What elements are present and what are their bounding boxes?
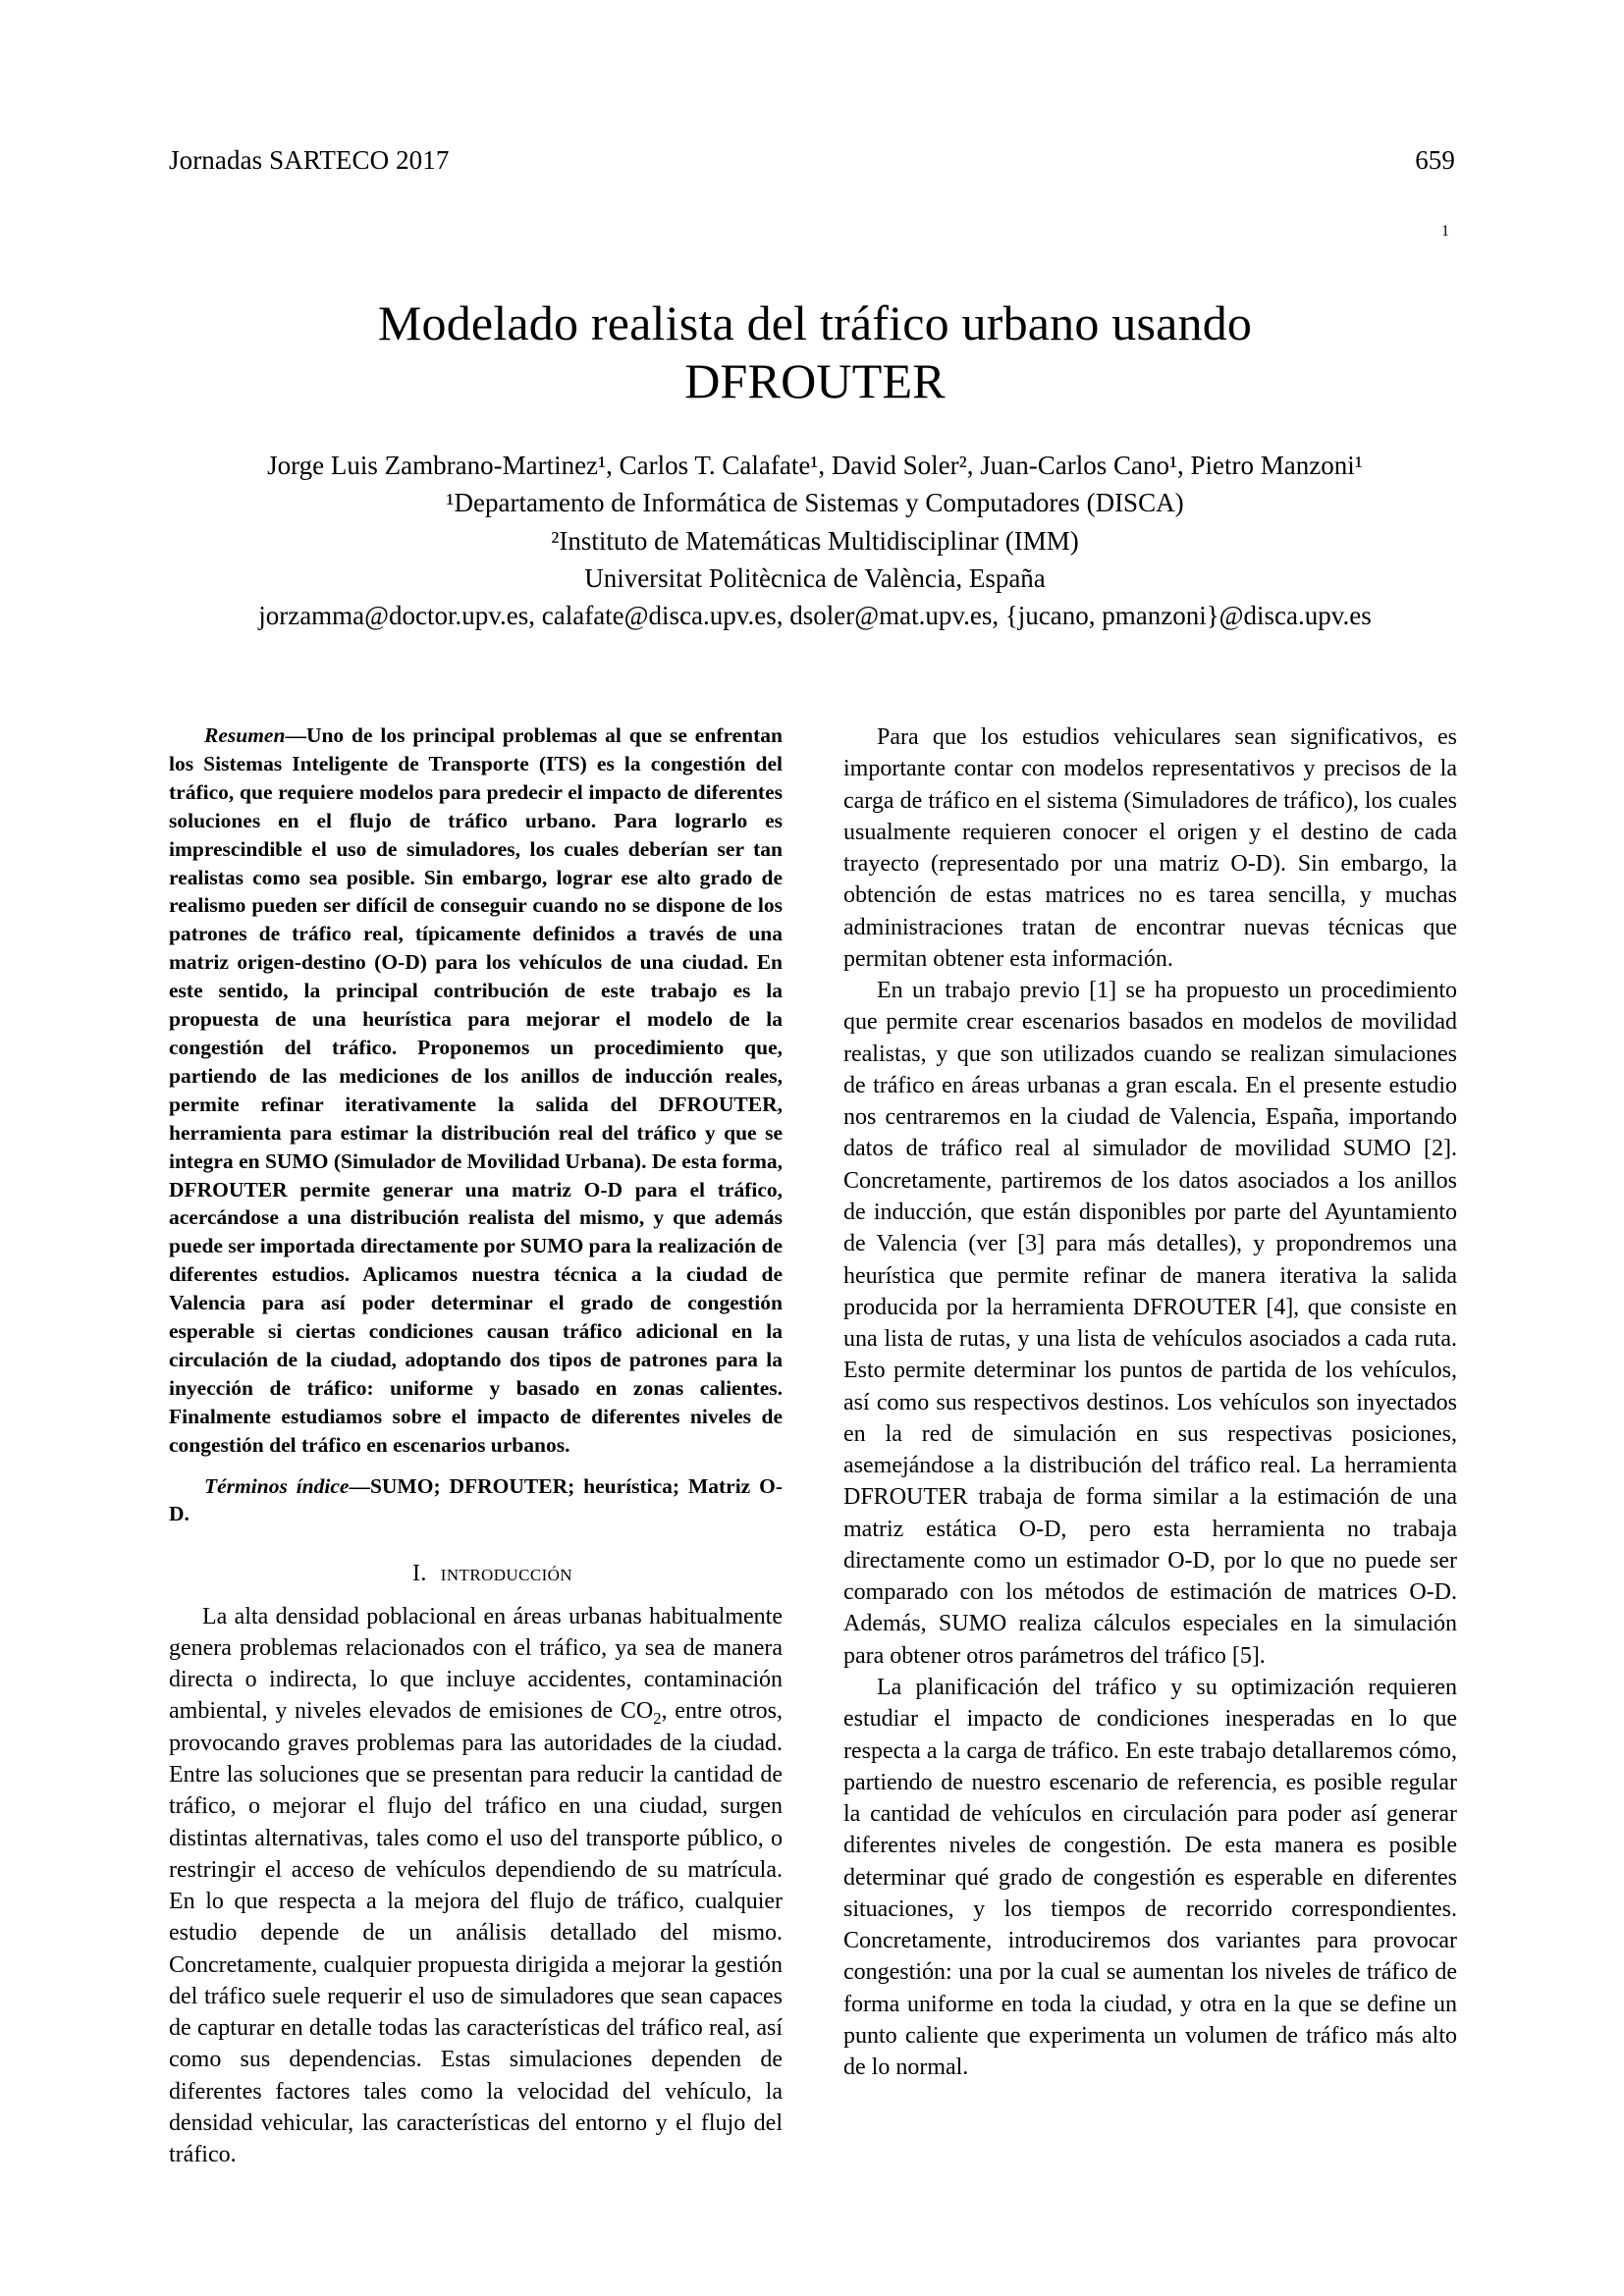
affiliation-disca: ¹Departamento de Informática de Sistemas y Computadores (DISCA) <box>446 488 1184 518</box>
right-paragraph-3: La planificación del tráfico y su optimización requieren estudiar el impacto de condiciones inesperadas en lo que respecta a la carga de tráfico. En este trabajo detallaremos cómo, partiendo de nuestro escenario de referencia, es posible regular la cantidad de vehículos en circulación para poder así generar diferentes niveles de congestión. De esta manera es posible determinar qué grado de congestión es esperable en diferentes situaciones, y los tiempos de recorrido correspondientes. Concretamente, introduciremos dos variantes para provocar congestión: una por la cual se aumentan los niveles de tráfico de forma uniforme en toda la ciudad, y otra en la que se define un punto caliente que experimenta un volumen de tráfico más alto de lo normal. <box>843 1674 1457 2081</box>
title-line-1: Modelado realista del tráfico urbano usando <box>377 295 1253 350</box>
author-names: Jorge Luis Zambrano-Martinez¹, Carlos T. Calafate¹, David Soler², Juan-Carlos Cano¹, Pietro Manzoni¹ <box>267 451 1363 480</box>
abstract-label: Resumen <box>204 723 286 747</box>
right-column <box>843 721 1457 2083</box>
author-emails: jorzamma@doctor.upv.es, calafate@disca.upv.es, dsoler@mat.upv.es, {jucano, pmanzoni}@disca.upv.es <box>258 601 1372 631</box>
left-column <box>169 721 783 2170</box>
title-block <box>177 294 1453 409</box>
index-terms-dash: — <box>349 1473 370 1498</box>
abstract-paragraph <box>169 721 783 1460</box>
section-name: introducción <box>440 1561 572 1587</box>
index-terms-label: Términos índice <box>204 1473 350 1498</box>
venue-name: Jornadas SARTECO 2017 <box>169 145 450 175</box>
abstract-text: Uno de los principal problemas al que se enfrentan los Sistemas Inteligente de Transporte (ITS) es la congestión del tráfico, que requiere modelos para predecir el impacto de diferentes soluciones en el flujo de tráfico urbano. Para lograrlo es imprescindible el uso de simuladores, los cuales deberían ser tan realistas como sea posible. Sin embargo, lograr ese alto grado de realismo pueden ser difícil de conseguir cuando no se dispone de los patrones de tráfico real, típicamente definidos a través de una matriz origen-destino (O-D) para los vehículos de una ciudad. En este sentido, la principal contribución de este trabajo es la propuesta de una heurística para mejorar el modelo de la congestión del tráfico. Proponemos un procedimiento que, partiendo de las mediciones de los anillos de inducción reales, permite refinar iterativamente la salida del DFROUTER, herramienta para estimar la distribución real del tráfico y que se integra en SUMO (Simulador de Movilidad Urbana). De esta forma, DFROUTER permite generar una matriz O-D para el tráfico, acercándose a una distribución realista del mismo, y que además puede ser importada directamente por SUMO para la realización de diferentes estudios. Aplicamos nuestra técnica a la ciudad de Valencia para así poder determinar el grado de congestión esperable si ciertas condiciones causan tráfico adicional en la circulación de la ciudad, adoptando dos tipos de patrones para la inyección de tráfico: uniforme y basado en zonas calientes. Finalmente estudiamos sobre el impacto de diferentes niveles de congestión del tráfico en escenarios urbanos. <box>169 723 783 1457</box>
intro-paragraph-1: La alta densidad poblacional en áreas urbanas habitualmente genera problemas relacionados con el tráfico, ya sea de manera directa o indirecta, lo que incluye accidentes, contaminación ambiental, y niveles elevados de emisiones de $CO_2$, entre otros, provocando graves problemas para las autoridades de la ciudad. Entre las soluciones que se presentan para reducir la cantidad de tráfico, o mejorar el flujo del tráfico en una ciudad, surgen distintas alternativas, tales como el uso del transporte público, o restringir el acceso de vehículos dependiendo de su matrícula. En lo que respecta a la mejora del flujo de tráfico, cualquier estudio depende de un análisis detallado del mismo. Concretamente, cualquier propuesta dirigida a mejorar la gestión del tráfico suele requerir el uso de simuladores que sean capaces de capturar en detalle todas las características del tráfico real, así como sus dependencias. Estas simulaciones dependen de diferentes factores tales como la velocidad del vehículo, la densidad vehicular, las características del entorno y el flujo del tráfico. <box>169 1603 783 2168</box>
body-columns <box>169 721 1457 2168</box>
introduction-section <box>169 1558 783 2170</box>
section-numeral: I. <box>412 1561 427 1587</box>
authors-block <box>177 447 1453 635</box>
page-number: 659 <box>1415 145 1455 175</box>
right-paragraph-1: Para que los estudios vehiculares sean significativos, es importante contar con modelos representativos y precisos de la carga de tráfico en el sistema (Simuladores de tráfico), los cuales usualmente requieren conocer el origen y el destino de cada trayecto (representado por una matriz O-D). Sin embargo, la obtención de estas matrices no es tarea sencilla, y muchas administraciones tratan de encontrar nuevas técnicas que permitan obtener esta información. <box>843 724 1457 972</box>
running-head <box>169 147 1455 174</box>
section-heading-introduction <box>169 1558 783 1589</box>
index-terms-text: SUMO; DFROUTER; heurística; Matriz O-D. <box>169 1473 783 1526</box>
right-paragraph-2: En un trabajo previo [1] se ha propuesto un procedimiento que permite crear escenarios basados en modelos de movilidad realistas, y que son utilizados cuando se realizan simulaciones de tráfico en áreas urbanas a gran escala. En el presente estudio nos centraremos en la ciudad de Valencia, España, importando datos de tráfico real al simulador de movilidad SUMO [2]. Concretamente, partiremos de los datos asociados a los anillos de inducción, que están disponibles por parte del Ayuntamiento de Valencia (ver [3] para más detalles), y propondremos una heurística que permite refinar de manera iterativa la salida producida por la herramienta DFROUTER [4], que consiste en una lista de rutas, y una lista de vehículos asociados a cada ruta. Esto permite determinar los puntos de partida de los vehículos, así como sus respectivos destinos. Los vehículos son inyectados en la red de simulación en sus respectivas posiciones, asemejándose a la distribución del tráfico real. La herramienta DFROUTER trabaja de forma similar a la estimación de una matriz estática O-D, pero esta herramienta no trabaja directamente como un estimador O-D, por lo que no puede ser comparado con los métodos de estimación de matrices O-D. Además, SUMO realiza cálculos especiales en la simulación para obtener otros parámetros del tráfico [5]. <box>843 978 1457 1669</box>
affiliation-imm: ²Instituto de Matemáticas Multidisciplinar (IMM) <box>551 525 1079 556</box>
sheet-number: 1 <box>1441 223 1449 240</box>
page-title <box>177 294 1453 409</box>
abstract-block <box>169 721 783 1528</box>
abstract-dash: — <box>285 723 306 747</box>
university-name: Universitat Politècnica de València, España <box>584 562 1046 593</box>
index-terms-paragraph <box>169 1472 783 1529</box>
title-line-2: DFROUTER <box>684 352 946 408</box>
